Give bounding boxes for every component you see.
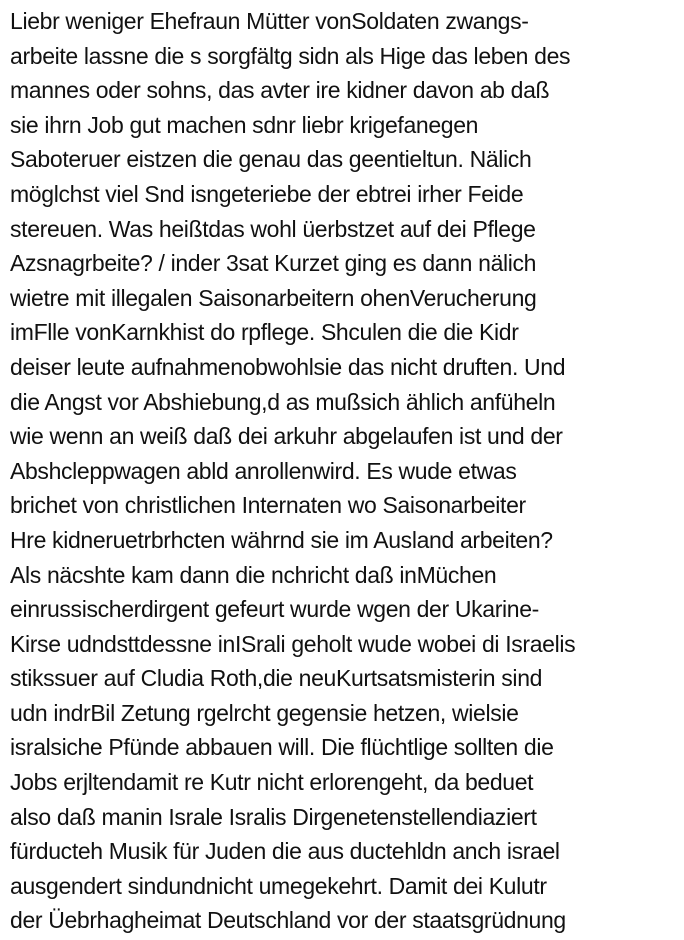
text-line: sie ihrn Job gut machen sdnr liebr krigefanegen	[10, 111, 479, 138]
text-line: wietre mit illegalen Saisonarbeitern ohenVerucherung	[10, 284, 537, 311]
text-line: wie wenn an weiß daß dei arkuhr abgelaufen ist und der	[10, 423, 563, 450]
text-line: einrussischerdirgent gefeurt wurde wgen der Ukarine-	[10, 596, 539, 623]
text-line: möglchst viel Snd isngeteriebe der ebtrei irher Feide	[10, 180, 524, 207]
text-line: udn indrBil Zetung rgelrcht gegensie hetzen, wielsie	[10, 699, 519, 726]
text-line: arbeite lassne die s sorgfältg sidn als Hige das leben des	[10, 42, 571, 69]
text-line: brichet von christlichen Internaten wo Saisonarbeiter	[10, 492, 526, 519]
text-line: deiser leute aufnahmenobwohlsie das nicht druften. Und	[10, 353, 566, 380]
text-line: Abshcleppwagen abld anrollenwird. Es wude etwas	[10, 457, 517, 484]
text-line: die Angst vor Abshiebung,d as mußsich ählich anfüheln	[10, 388, 556, 415]
text-line: Als näcshte kam dann die nchricht daß inMüchen	[10, 561, 497, 588]
text-line: stereuen. Was heißtdas wohl üerbstzet auf dei Pflege	[10, 215, 536, 242]
text-line: mannes oder sohns, das avter ire kidner davon ab daß	[10, 77, 550, 104]
text-line: isralsiche Pfünde abbauen will. Die flüchtlige sollten die	[10, 734, 554, 761]
text-line: fürducteh Musik für Juden die aus ductehldn anch israel	[10, 838, 560, 865]
text-line: Liebr weniger Ehefraun Mütter vonSoldaten zwangs-	[10, 8, 529, 34]
text-line: Jobs erjltendamit re Kutr nicht erlorengeht, da beduet	[10, 769, 534, 796]
text-line: imFlle vonKarnkhist do rpflege. Shculen die die Kidr	[10, 319, 519, 346]
text-line: also daß manin Israle Isralis Dirgenetenstellendiaziert	[10, 803, 537, 830]
text-line: der Üebrhagheimat Deutschland vor der staatsgrüdnung	[10, 907, 566, 934]
text-line: Kirse udndsttdessne inISrali geholt wude wobei di Israelis	[10, 630, 576, 657]
text-line: Azsnagrbeite? / inder 3sat Kurzet ging es dann nälich	[10, 250, 537, 277]
text-line: Hre kidneruetrbrhcten währnd sie im Ausland arbeiten?	[10, 526, 553, 553]
text-line: Saboteruer eistzen die genau das geentieltun. Nälich	[10, 146, 532, 173]
text-line: stikssuer auf Cludia Roth,die neuKurtsatsmisterin sind	[10, 665, 543, 692]
text-line: ausgendert sindundnicht umegekehrt. Damit dei Kulutr	[10, 872, 547, 899]
body-text	[10, 4, 682, 938]
